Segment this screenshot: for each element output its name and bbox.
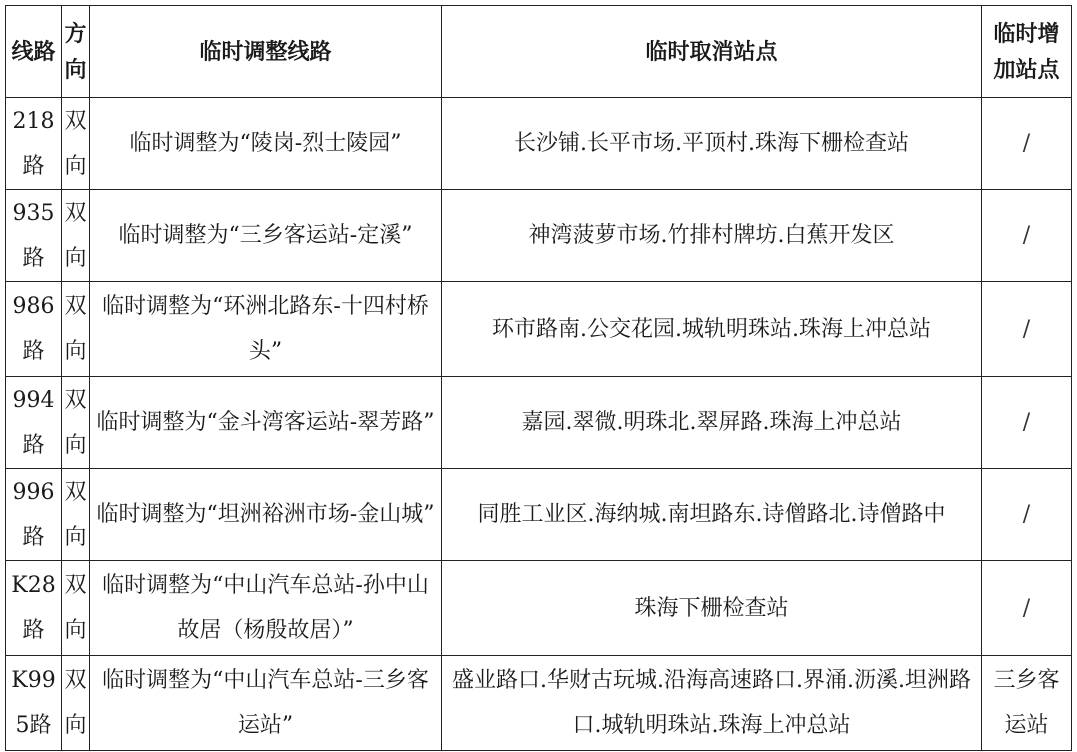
route-cell: K995路 [6, 656, 62, 751]
direction-cell: 双向 [62, 377, 90, 469]
adjusted-route-cell: 临时调整为“环洲北路东-十四村桥头” [90, 282, 442, 377]
direction-cell: 双向 [62, 282, 90, 377]
adjusted-route-cell: 临时调整为“坦洲裕洲市场-金山城” [90, 469, 442, 561]
cancelled-stops-cell: 同胜工业区.海纳城.南坦路东.诗僧路北.诗僧路中 [442, 469, 982, 561]
route-adjustment-table [5, 5, 1072, 751]
added-stops-cell: / [982, 282, 1072, 377]
table-row [6, 282, 1072, 377]
header-direction: 方向 [62, 6, 90, 98]
direction-cell: 双向 [62, 656, 90, 751]
route-cell: 986路 [6, 282, 62, 377]
added-stops-cell: 三乡客运站 [982, 656, 1072, 751]
direction-cell: 双向 [62, 561, 90, 656]
header-added-stops: 临时增加站点 [982, 6, 1072, 98]
route-cell: 994路 [6, 377, 62, 469]
table-row [6, 98, 1072, 190]
added-stops-cell: / [982, 561, 1072, 656]
table-header-row [6, 6, 1072, 98]
added-stops-cell: / [982, 190, 1072, 282]
table-row [6, 656, 1072, 751]
direction-cell: 双向 [62, 190, 90, 282]
added-stops-cell: / [982, 469, 1072, 561]
cancelled-stops-cell: 环市路南.公交花园.城轨明珠站.珠海上冲总站 [442, 282, 982, 377]
adjusted-route-cell: 临时调整为“金斗湾客运站-翠芳路” [90, 377, 442, 469]
cancelled-stops-cell: 嘉园.翠微.明珠北.翠屏路.珠海上冲总站 [442, 377, 982, 469]
adjusted-route-cell: 临时调整为“三乡客运站-定溪” [90, 190, 442, 282]
adjusted-route-cell: 临时调整为“中山汽车总站-孙中山故居（杨殷故居）” [90, 561, 442, 656]
adjusted-route-cell: 临时调整为“中山汽车总站-三乡客运站” [90, 656, 442, 751]
route-cell: 218路 [6, 98, 62, 190]
cancelled-stops-cell: 神湾菠萝市场.竹排村牌坊.白蕉开发区 [442, 190, 982, 282]
cancelled-stops-cell: 长沙铺.长平市场.平顶村.珠海下栅检查站 [442, 98, 982, 190]
table-row [6, 469, 1072, 561]
added-stops-cell: / [982, 377, 1072, 469]
adjusted-route-cell: 临时调整为“陵岗-烈士陵园” [90, 98, 442, 190]
header-adjusted-route: 临时调整线路 [90, 6, 442, 98]
added-stops-cell: / [982, 98, 1072, 190]
direction-cell: 双向 [62, 98, 90, 190]
header-cancelled-stops: 临时取消站点 [442, 6, 982, 98]
route-cell: K28路 [6, 561, 62, 656]
route-cell: 996路 [6, 469, 62, 561]
cancelled-stops-cell: 珠海下栅检查站 [442, 561, 982, 656]
table-row [6, 190, 1072, 282]
route-cell: 935路 [6, 190, 62, 282]
table-row [6, 561, 1072, 656]
table-row [6, 377, 1072, 469]
header-route: 线路 [6, 6, 62, 98]
direction-cell: 双向 [62, 469, 90, 561]
cancelled-stops-cell: 盛业路口.华财古玩城.沿海高速路口.界涌.沥溪.坦洲路口.城轨明珠站.珠海上冲总站 [442, 656, 982, 751]
